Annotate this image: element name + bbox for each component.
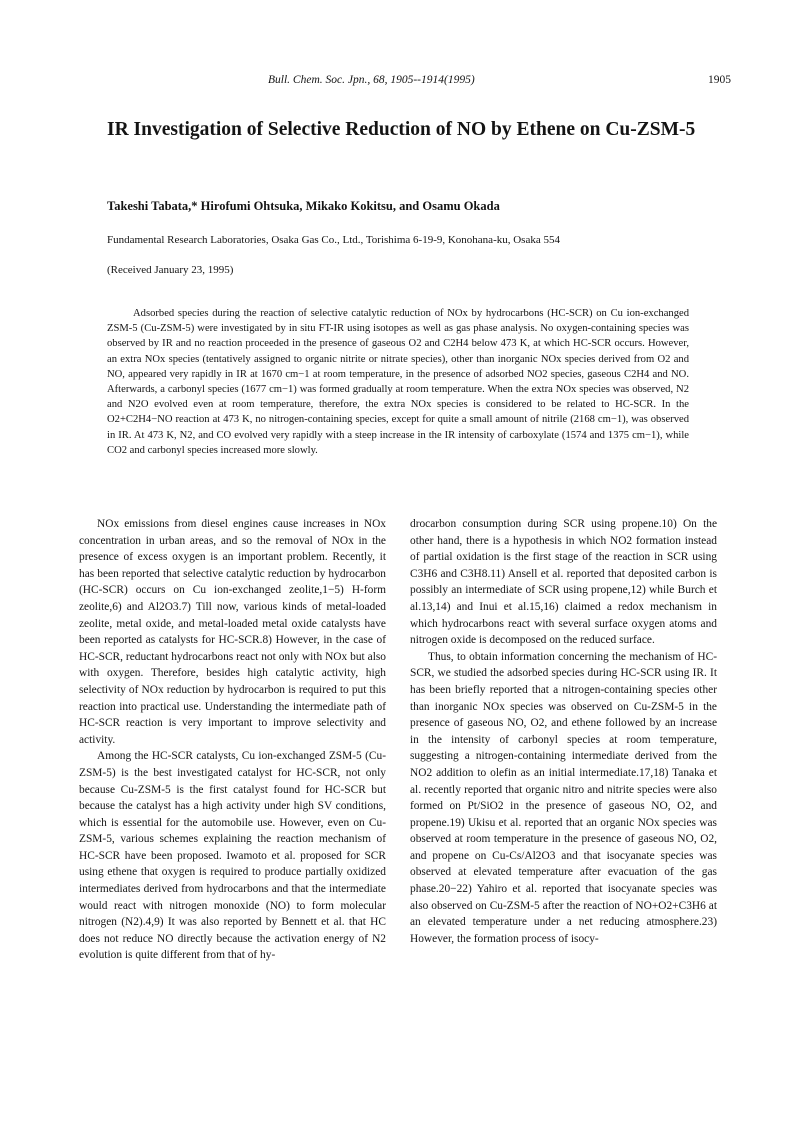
- received-date: (Received January 23, 1995): [107, 264, 234, 276]
- article-title: IR Investigation of Selective Reduction of NO by Ethene on Cu-ZSM-5: [107, 119, 696, 140]
- page-number: 1905: [708, 74, 731, 86]
- paragraph: Among the HC-SCR catalysts, Cu ion-exchanged ZSM-5 (Cu-ZSM-5) is the best investigated catalyst for HC-SCR, not only because Cu-ZSM-5 is the first catalyst found for HC-SCR but because the catalyst has a high activity under high SV conditions, which is essential for the automobile use. However, even on Cu-ZSM-5, various schemes explaining the reaction mechanism of HC-SCR have been proposed. Iwamoto et al. proposed for SCR using ethene that oxygen is required to produce partially oxidized intermediates derived from hydrocarbons and that the intermediate would react with nitrogen monoxide (NO) to form molecular nitrogen (N2).4,9) It was also reported by Bennett et al. that HC does not reduce NO directly because the activation energy of N2 evolution is quite different from that of hy-: [79, 750, 386, 962]
- journal-reference: Bull. Chem. Soc. Jpn., 68, 1905--1914(1995): [268, 74, 475, 86]
- body-right-column: [410, 516, 717, 947]
- paragraph: NOx emissions from diesel engines cause increases in NOx concentration in urban areas, and so the removal of NOx in the presence of excess oxygen is an important problem. Recently, it has been reported that selective catalytic reduction by hydrocarbon (HC-SCR) occurs on Cu ion-exchanged zeolite,1−5) H-form zeolite,6) and Al2O3.7) Till now, various kinds of metal-loaded zeolite, metal oxide, and metal-loaded metal oxide catalysts have been reported as catalysts for HC-SCR.8) However, in the case of HC-SCR, reductant hydrocarbons react not only with NOx but also with oxygen. Therefore, besides high catalytic activity, high selectivity of NOx reduction by hydrocarbon is required to put this reaction into practical use. Understanding the intermediate path of HC-SCR reaction is very important to improve selectivity and activity.: [79, 518, 386, 746]
- paragraph: Thus, to obtain information concerning the mechanism of HC-SCR, we studied the adsorbed species during HC-SCR using IR. It has been briefly reported that a nitrogen-containing species other than inorganic NOx species was observed on Cu-ZSM-5 in the presence of gaseous NO, O2, and ethene followed by an increase in the intensity of carbonyl species at room temperature, suggesting a nitrogen-containing intermediate derived from the NO2 addition to olefin as an initial intermediate.17,18) Tanaka et al. recently reported that organic nitro and nitrite species were also formed on Pt/SiO2 in the presence of gaseous NO, O2, and propene.19) Ukisu et al. reported that an organic NOx species was observed at room temperature in the presence of gaseous NO, O2, and propene on Cu-Cs/Al2O3 and that isocyanate species was observed at elevated temperature after evacuation of the gas phase.20−22) Yahiro et al. reported that isocyanate species was also observed on Cu-ZSM-5 after the reaction of NO+O2+C3H6 at an elevated temperature under a net reducing atmosphere.23) However, the formation process of isocy-: [410, 650, 717, 945]
- body-left-column: [79, 516, 386, 964]
- abstract: Adsorbed species during the reaction of selective catalytic reduction of NOx by hydrocarbons (HC-SCR) on Cu ion-exchanged ZSM-5 (Cu-ZSM-5) were investigated by in situ FT-IR using isotopes as well as gas phase analysis. No oxygen-containing species was observed by IR and no reaction proceeded in the presence of gaseous O2 and C2H4 below 473 K, at which HC-SCR occurs. However, an extra NOx species (tentatively assigned to organic nitrite or nitrate species), other than inorganic NOx species derived from O2 and NO, appeared very rapidly in IR at 1670 cm−1 at room temperature, in the presence of adsorbed NO2 species, gaseous C2H4 and NO. Afterwards, a carbonyl species (1677 cm−1) was formed gradually at room temperature. When the extra NOx species was observed, N2 and N2O evolved even at room temperature, therefore, the extra NOx species is considered to be related to HC-SCR. In the O2+C2H4−NO reaction at 473 K, no nitrogen-containing species, except for quite a small amount of nitrile (2168 cm−1), was observed in IR. At 473 K, N2, and CO evolved very rapidly with a steep increase in the IR intensity of carboxylate (1574 and 1375 cm−1), while CO2 and carbonyl species increased more slowly.: [107, 308, 689, 456]
- affiliation: Fundamental Research Laboratories, Osaka Gas Co., Ltd., Torishima 6-19-9, Konohana-ku, Osaka 554: [107, 234, 560, 246]
- paragraph: drocarbon consumption during SCR using propene.10) On the other hand, there is a hypothesis in which NO2 formation instead of partial oxidation is the first stage of the reaction in SCR using C3H6 and C3H8.11) Ansell et al. reported that deposited carbon is possibly an intermediate of SCR using propene,12) while Burch et al.13,14) and Inui et al.15,16) claimed a redox mechanism in which hydrocarbons react with several surface oxygen atoms and nitrogen oxide is decomposed on the reduced surface.: [410, 518, 717, 647]
- author-list: Takeshi Tabata,* Hirofumi Ohtsuka, Mikako Kokitsu, and Osamu Okada: [107, 199, 500, 213]
